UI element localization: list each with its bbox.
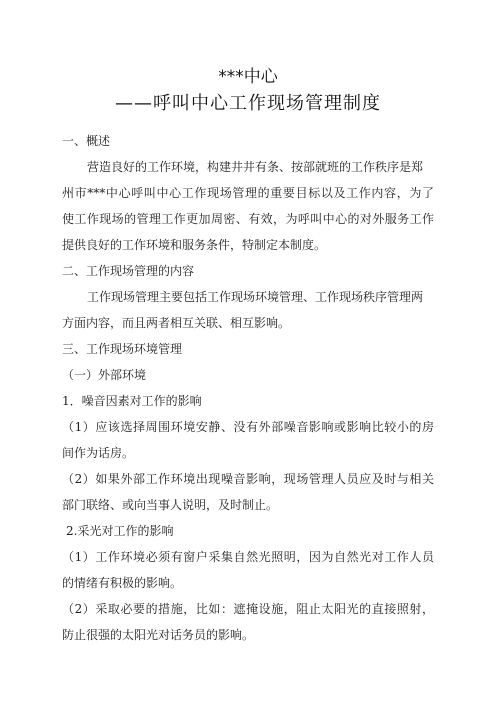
paragraph-line: （1）应该选择周围环境安静、没有外部噪音影响或影响比较小的房 bbox=[62, 420, 434, 434]
section-heading-overview: 一、概述 bbox=[62, 134, 111, 148]
document-title: ***中心 bbox=[218, 67, 278, 87]
paragraph-line: 方面内容，而且两者相互关联、相互影响。 bbox=[62, 316, 291, 330]
paragraph-line: 州市***中心呼叫中心工作现场管理的重要目标以及工作内容，为了 bbox=[62, 186, 434, 200]
paragraph-line: （1）工作环境必须有窗户采集自然光照明，因为自然光对工作人员 bbox=[62, 550, 434, 564]
paragraph-line: 营造良好的工作环境，构建井井有条、按部就班的工作秩序是郑 bbox=[87, 160, 424, 174]
paragraph-line: 的情绪有积极的影响。 bbox=[62, 576, 183, 590]
item-heading: 1．噪音因素对工作的影响 bbox=[62, 394, 202, 408]
paragraph-line: 间作为话房。 bbox=[62, 446, 135, 460]
paragraph-line: 使工作现场的管理工作更加周密、有效，为呼叫中心的对外服务工作 bbox=[62, 212, 434, 226]
subsection-heading: （一）外部环境 bbox=[62, 368, 147, 382]
section-heading-environment: 三、工作现场环境管理 bbox=[62, 342, 183, 356]
paragraph-line: 工作现场管理主要包括工作现场环境管理、工作现场秩序管理两 bbox=[87, 290, 424, 304]
paragraph-line: （2）如果外部工作环境出现噪音影响，现场管理人员应及时与相关 bbox=[62, 472, 434, 486]
paragraph-line: 提供良好的工作环境和服务条件，特制定本制度。 bbox=[62, 238, 327, 252]
document-subtitle: ——呼叫中心工作现场管理制度 bbox=[115, 93, 381, 114]
item-heading: 2.采光对工作的影响 bbox=[66, 524, 174, 538]
paragraph-line: （2）采取必要的措施，比如：遮掩设施，阻止太阳光的直接照射， bbox=[62, 602, 434, 616]
paragraph-line: 防止很强的太阳光对话务员的影响。 bbox=[62, 628, 255, 642]
section-heading-content: 二、工作现场管理的内容 bbox=[62, 264, 195, 278]
paragraph-line: 部门联络、或向当事人说明，及时制止。 bbox=[62, 498, 279, 512]
